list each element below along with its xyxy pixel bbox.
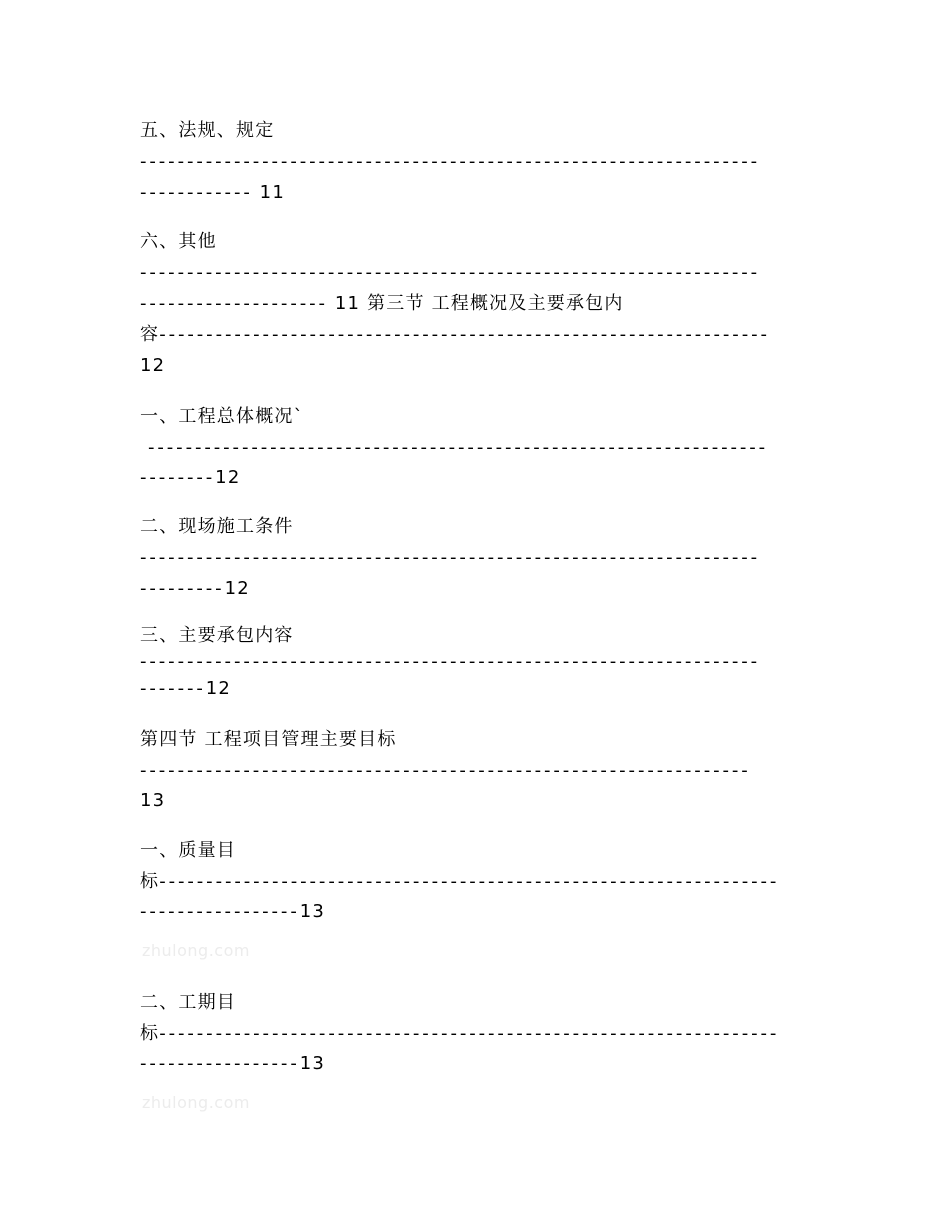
toc-title-tail: 标 — [140, 871, 160, 892]
toc-leader-page-line — [140, 182, 285, 204]
toc-leader-page-line — [140, 678, 231, 700]
toc-leader: ----------------------------------------------------------------- — [140, 760, 751, 781]
toc-title-regulations: 五、法规、规定 — [140, 120, 275, 141]
toc-page-number: 11 — [259, 182, 285, 203]
toc-leader: ------------------------------------------------------------------ — [159, 871, 780, 892]
toc-title-tail: 标 — [140, 1023, 160, 1044]
watermark: zhulong.com — [142, 1093, 250, 1112]
toc-title-schedule-goal: 二、工期目 — [140, 992, 236, 1013]
toc-page-number: 12 — [205, 678, 232, 699]
toc-leader: ------------------------------------------------------------------ — [140, 651, 761, 672]
toc-leader-page-line — [140, 1053, 325, 1075]
toc-title-continuation — [140, 871, 779, 893]
toc-title-quality-goal: 一、质量目 — [140, 840, 236, 861]
toc-leader-page-line — [140, 467, 240, 489]
watermark: zhulong.com — [142, 941, 250, 960]
toc-title-section-3: 第三节 工程概况及主要承包内 — [367, 293, 624, 314]
toc-leader: ----------------------------------------------------------------- — [159, 324, 770, 345]
toc-title-tail: 容 — [140, 324, 160, 345]
toc-leader: ------------------------------------------------------------------ — [140, 547, 761, 568]
toc-title-other: 六、其他 — [140, 231, 217, 252]
toc-title-continuation — [140, 1023, 779, 1045]
toc-page-number: 13 — [140, 790, 166, 811]
toc-leader: ------------------------------------------------------------------ — [140, 262, 761, 283]
toc-page-number: 12 — [224, 578, 250, 599]
toc-leader-page-line — [140, 293, 624, 315]
toc-page-number: 13 — [299, 901, 326, 922]
toc-leader-page-line — [140, 578, 250, 600]
toc-title-site-conditions: 二、现场施工条件 — [140, 516, 294, 537]
toc-leader: ----------------- — [140, 901, 300, 922]
toc-page-number: 11 — [334, 293, 361, 314]
toc-leader: ------- — [140, 678, 206, 699]
toc-leader: ------------------------------------------------------------------ — [148, 437, 769, 458]
toc-leader: --------- — [140, 578, 225, 599]
toc-leader: -------- — [140, 467, 216, 488]
toc-leader: -------------------- — [140, 293, 328, 314]
toc-page-number: 12 — [140, 355, 166, 376]
toc-title-main-contract: 三、主要承包内容 — [140, 625, 294, 646]
toc-leader: ------------ — [140, 182, 253, 203]
toc-title-overview: 一、工程总体概况` — [140, 406, 304, 427]
toc-page-number: 13 — [299, 1053, 326, 1074]
toc-leader: ------------------------------------------------------------------ — [140, 151, 761, 172]
toc-page-number: 12 — [215, 467, 241, 488]
toc-leader-page-line — [140, 901, 325, 923]
toc-title-section-4: 第四节 工程项目管理主要目标 — [140, 729, 397, 750]
toc-title-continuation — [140, 324, 770, 346]
toc-leader: ------------------------------------------------------------------ — [159, 1023, 780, 1044]
toc-leader: ----------------- — [140, 1053, 300, 1074]
